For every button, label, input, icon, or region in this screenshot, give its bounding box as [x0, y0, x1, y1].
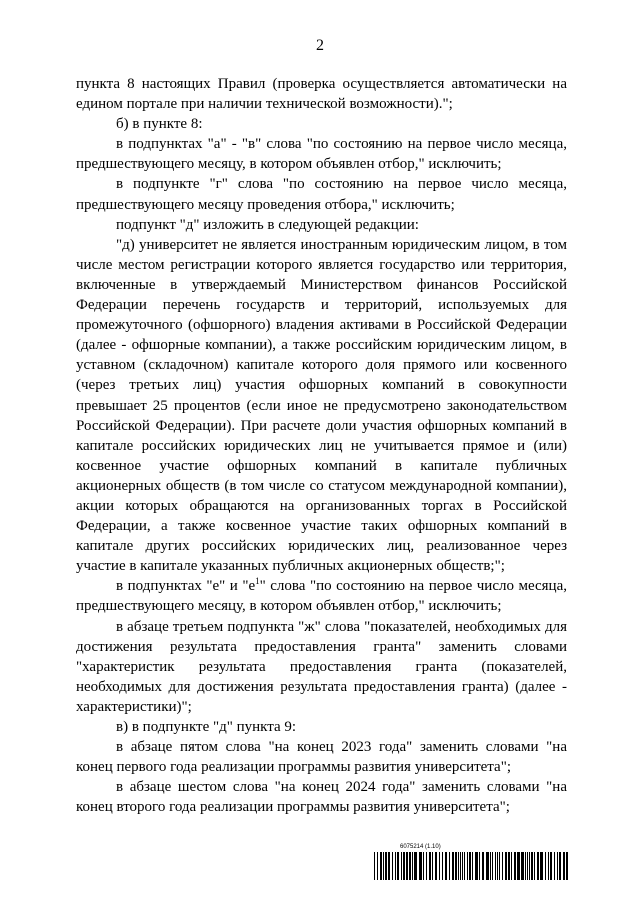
paragraph: в абзаце пятом слова "на конец 2023 года" заменить словами "на конец первого года реализации программы развития университета";	[76, 739, 567, 776]
paragraph: "д) университет не является иностранным юридическим лицом, в том числе местом регистрации которого является государство или территория, включенные в утверждаемый Министерством финансов Российской Федерации перечень государств и территорий, используемых для промежуточного (офшорного) владения активами в Российской Федерации (далее - офшорные компании), а также российским юридическим лицом, в уставном (складочном) капитале которого доля прямого или косвенного (через третьих лиц) участия офшорных компаний в совокупности превышает 25 процентов (если иное не предусмотрено законодательством Российской Федерации). При расчете доли участия офшорных компаний в капитале российских юридических лиц не учитывается прямое и (или) косвенное участие офшорных компаний в капитале публичных акционерных обществ (в том числе со статусом международной компании), акции которых обращаются на организованных торгах в Российской Федерации, а также косвенное участие таких офшорных компаний в капитале других российских юридических лиц, реализованное через участие в капитале указанных публичных акционерных обществ;";	[76, 236, 567, 575]
paragraph-text: в подпунктах "е" и "е	[116, 578, 256, 595]
paragraph: в подпункте "г" слова "по состоянию на первое число месяца, предшествующего месяцу проведения отбора," исключить;	[76, 176, 567, 213]
paragraph: б) в пункте 8:	[116, 116, 203, 133]
paragraph-text: " слова "по состоянию на первое число месяца, предшествующего месяцу, в котором объявлен отбор," исключить;	[76, 578, 567, 615]
paragraph: в абзаце третьем подпункта "ж" слова "показателей, необходимых для достижения результата предоставления гранта" заменить словами "характеристик результата предоставления гранта (показателей, необходимых для достижения результата предоставления гранта) (далее - характеристики)";	[76, 618, 567, 715]
paragraph: в подпунктах "а" - "в" слова "по состоянию на первое число месяца, предшествующего месяцу, в котором объявлен отбор," исключить;	[76, 136, 567, 173]
page-number: 2	[316, 37, 324, 54]
superscript: 1	[255, 576, 260, 587]
document-body	[76, 74, 567, 817]
paragraph: подпункт "д" изложить в следующей редакции:	[116, 216, 419, 233]
paragraph	[76, 576, 567, 616]
paragraph: в) в подпункте "д" пункта 9:	[116, 719, 297, 735]
paragraph: пункта 8 настоящих Правил (проверка осуществляется автоматически на едином портале при наличии технической возможности).";	[76, 76, 567, 113]
barcode-image	[374, 852, 568, 880]
paragraph: в абзаце шестом слова "на конец 2024 года" заменить словами "на конец второго года реализации программы развития университета";	[76, 779, 567, 816]
barcode-id: 6075214 (1.10)	[400, 844, 441, 850]
